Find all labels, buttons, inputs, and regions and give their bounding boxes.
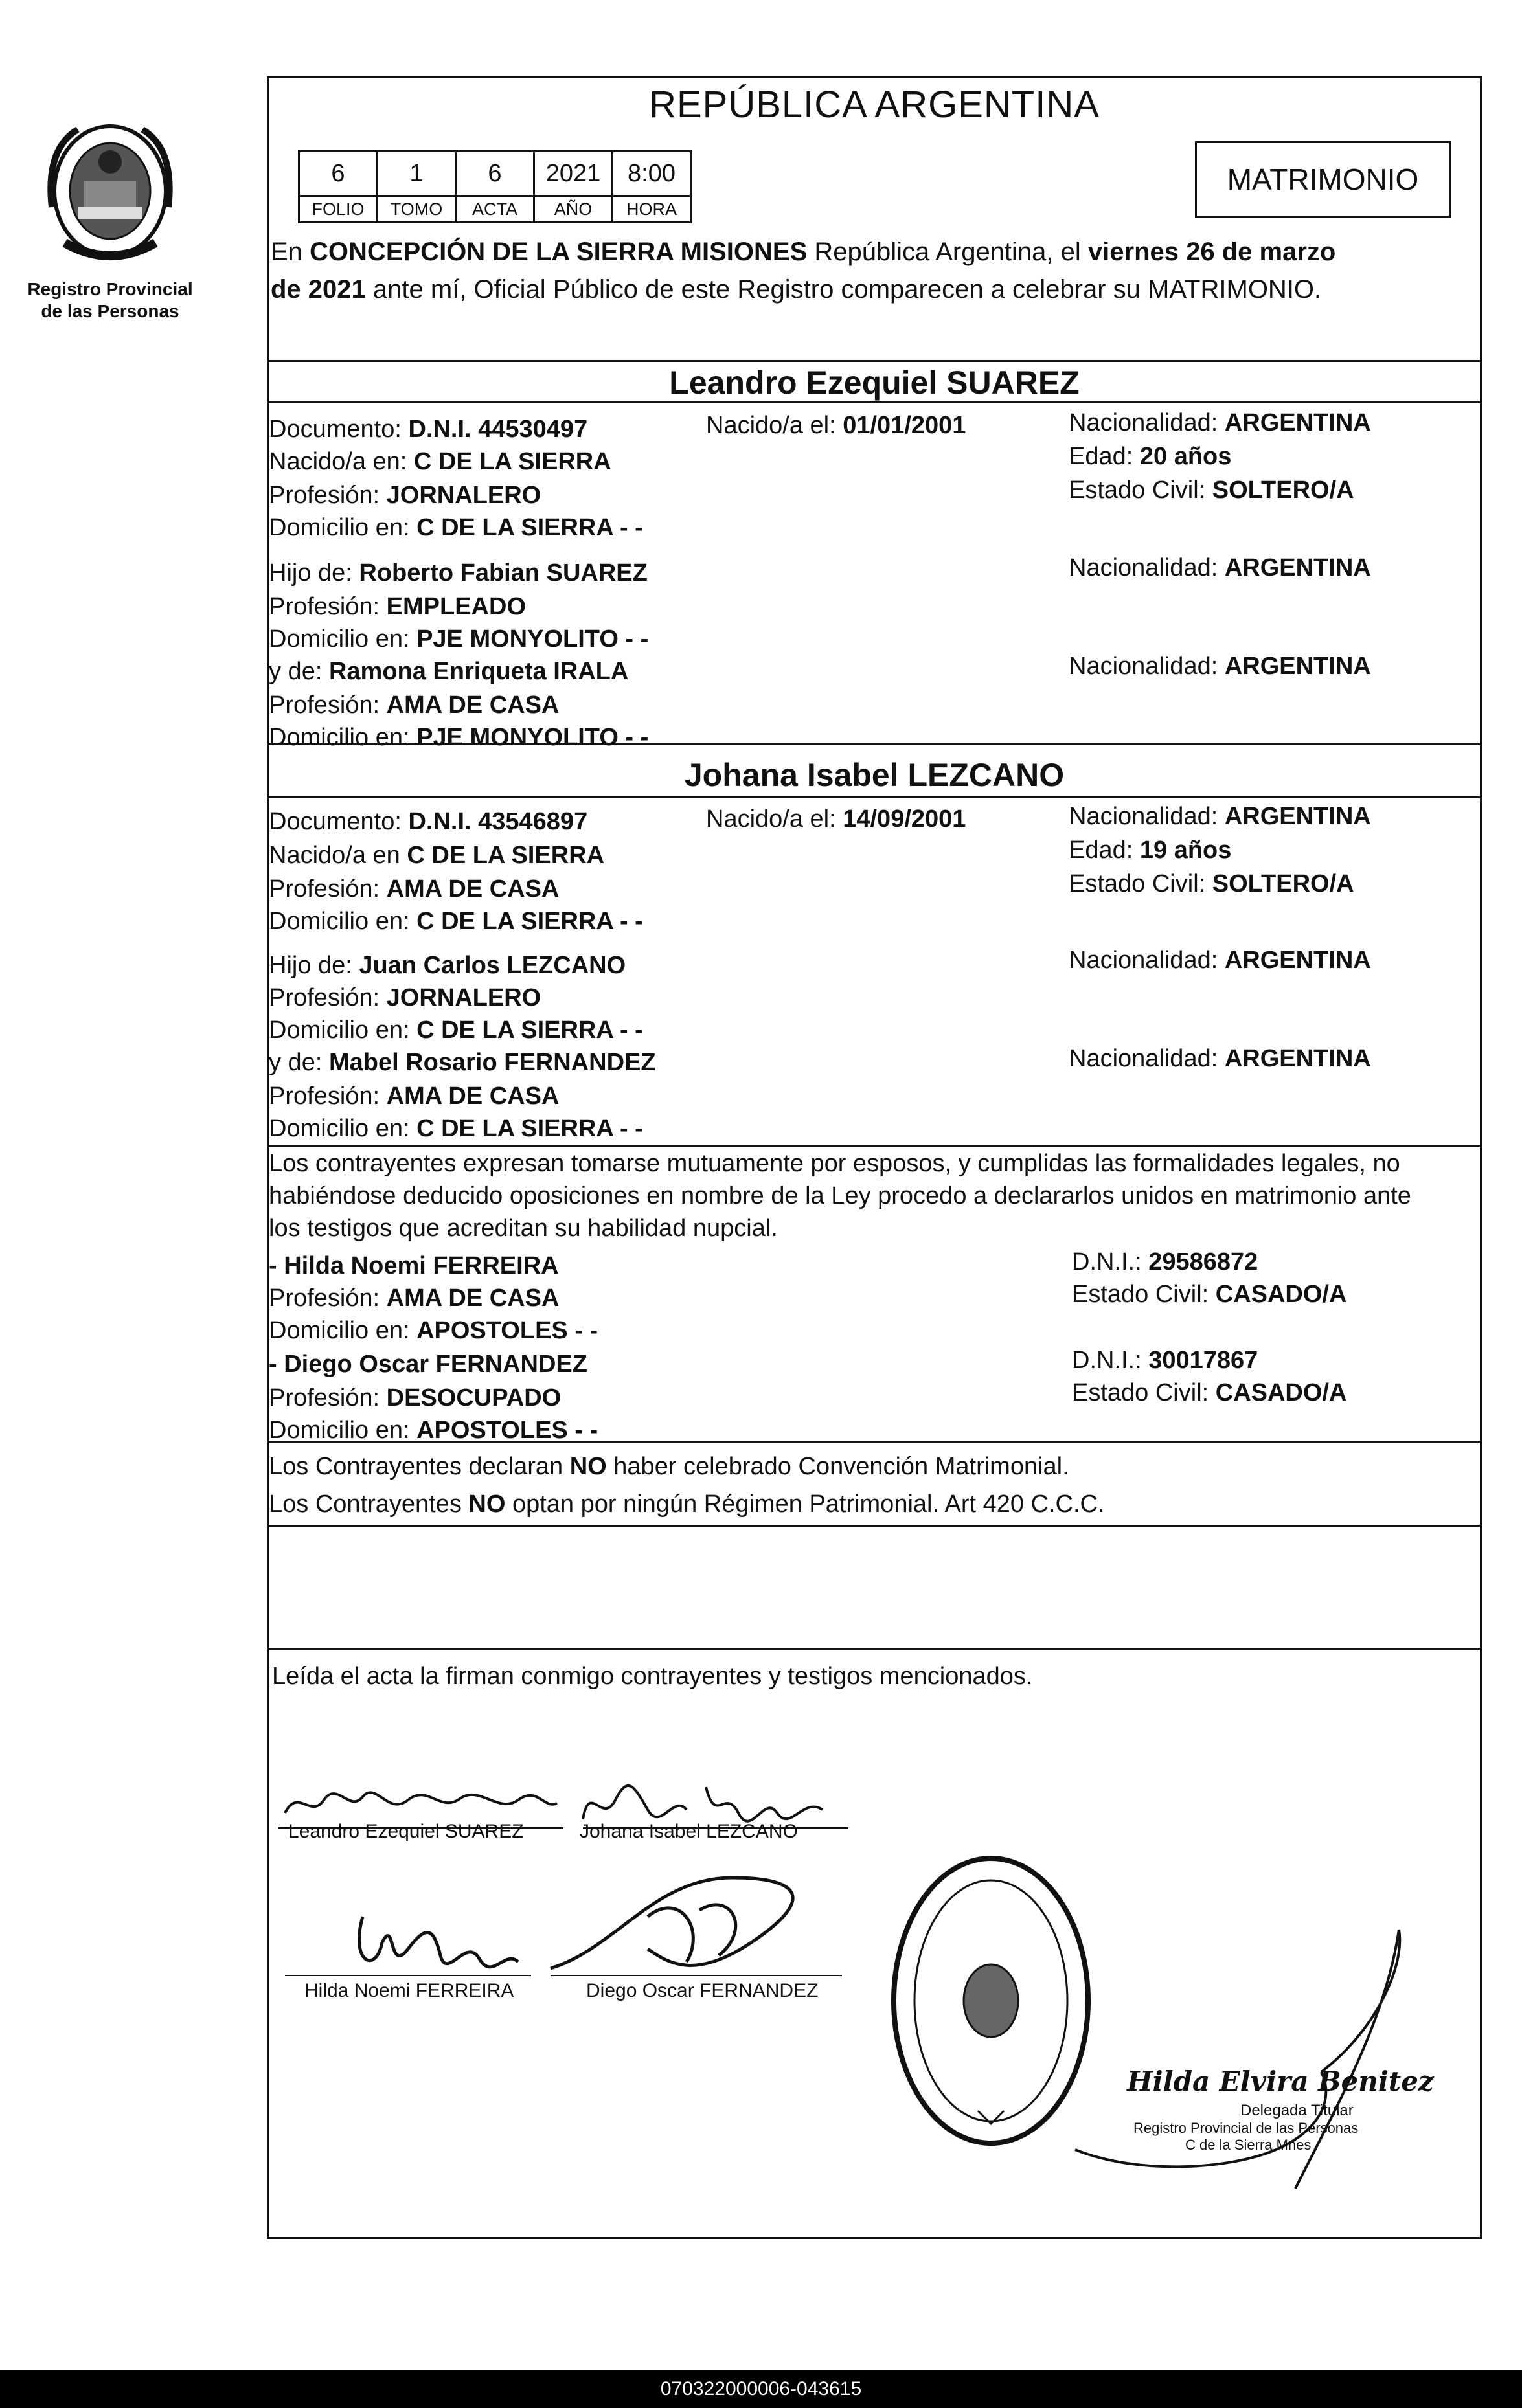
spouse1-padre-profesion: Profesión: EMPLEADO xyxy=(269,593,527,620)
signature-caption-hilda: Hilda Noemi FERREIRA xyxy=(304,1980,514,2001)
anio-value: 2021 xyxy=(534,152,613,196)
page-title: REPÚBLICA ARGENTINA xyxy=(649,84,1100,126)
declaration-line2: habiéndose deducido oposiciones en nombre de la Ley procedo a declararlos unidos en matrimonio ante xyxy=(269,1182,1411,1210)
spouse1-edad: Edad: 20 años xyxy=(1069,443,1232,470)
acta-label: ACTA xyxy=(456,196,534,223)
intro-date-a: viernes 26 de marzo xyxy=(1087,238,1336,266)
witness2-name: - Diego Oscar FERNANDEZ xyxy=(269,1351,587,1378)
spouse1-domicilio: Domicilio en: C DE LA SIERRA - - xyxy=(269,514,643,541)
official-title1: Delegada Titular xyxy=(1240,2102,1354,2119)
seal-caption-line1: Registro Provincial xyxy=(27,279,193,299)
official-signature xyxy=(1062,1904,1425,2214)
spouse2-madre-profesion: Profesión: AMA DE CASA xyxy=(269,1083,560,1110)
spouse1-nacido-en: Nacido/a en: C DE LA SIERRA xyxy=(269,448,611,475)
witness1-estado-civil: Estado Civil: CASADO/A xyxy=(1072,1281,1347,1308)
witness1-dni: D.N.I.: 29586872 xyxy=(1072,1248,1258,1276)
hora-value: 8:00 xyxy=(613,152,691,196)
signature-diego xyxy=(538,1852,861,1981)
provincial-seal xyxy=(39,110,181,272)
divider xyxy=(267,1145,1482,1147)
spouse1-madre-domicilio: Domicilio en: PJE MONYOLITO - - xyxy=(269,724,649,751)
document-type-box: MATRIMONIO xyxy=(1195,141,1451,218)
signature-caption-johana: Johana Isabel LEZCANO xyxy=(580,1821,798,1842)
spouse1-madre-nacionalidad: Nacionalidad: ARGENTINA xyxy=(1069,653,1371,680)
spouse2-padre: Hijo de: Juan Carlos LEZCANO xyxy=(269,952,626,979)
seal-caption-line2: de las Personas xyxy=(41,301,179,321)
spouse2-nacido-el: Nacido/a el: 14/09/2001 xyxy=(706,805,966,833)
folio-label: FOLIO xyxy=(299,196,378,223)
intro-place: CONCEPCIÓN DE LA SIERRA MISIONES xyxy=(310,238,808,266)
witness2-dni: D.N.I.: 30017867 xyxy=(1072,1347,1258,1374)
official-title2: Registro Provincial de las Personas xyxy=(1133,2120,1359,2136)
declaration-line3: los testigos que acreditan su habilidad nupcial. xyxy=(269,1215,778,1242)
intro-mid: República Argentina, el xyxy=(807,238,1088,266)
intro-date-b: de 2021 xyxy=(271,275,366,304)
spouse1-profesion: Profesión: JORNALERO xyxy=(269,482,541,509)
signature-line xyxy=(285,1975,531,1976)
signature-caption-leandro: Leandro Ezequiel SUAREZ xyxy=(288,1821,524,1842)
spouse2-madre-nacionalidad: Nacionalidad: ARGENTINA xyxy=(1069,1045,1371,1072)
spouse1-nacido-el: Nacido/a el: 01/01/2001 xyxy=(706,412,966,439)
spouse2-documento: Documento: D.N.I. 43546897 xyxy=(269,808,588,835)
official-name: Hilda Elvira Benitez xyxy=(1127,2065,1434,2097)
closing-statement: Leída el acta la firman conmigo contrayentes y testigos mencionados. xyxy=(272,1663,1033,1690)
divider xyxy=(267,1525,1482,1527)
spouse2-name: Johana Isabel LEZCANO xyxy=(684,757,1065,793)
spouse1-madre-profesion: Profesión: AMA DE CASA xyxy=(269,692,560,719)
document-barcode: 070322000006-043615 xyxy=(0,2370,1522,2408)
acta-value: 6 xyxy=(456,152,534,196)
hora-label: HORA xyxy=(613,196,691,223)
spouse2-madre: y de: Mabel Rosario FERNANDEZ xyxy=(269,1049,656,1076)
spouse1-madre: y de: Ramona Enriqueta IRALA xyxy=(269,658,629,685)
seal-caption xyxy=(26,278,194,322)
divider xyxy=(267,360,1482,362)
intro-paragraph xyxy=(271,233,1479,308)
convention-line2: Los Contrayentes NO optan por ningún Régimen Patrimonial. Art 420 C.C.C. xyxy=(269,1491,1105,1518)
spouse2-nacido-en: Nacido/a en C DE LA SIERRA xyxy=(269,842,605,869)
witness1-domicilio: Domicilio en: APOSTOLES - - xyxy=(269,1317,598,1344)
declaration-line1: Los contrayentes expresan tomarse mutuamente por esposos, y cumplidas las formalidades legales, no xyxy=(269,1150,1400,1177)
divider xyxy=(267,401,1482,403)
spouse1-padre: Hijo de: Roberto Fabian SUAREZ xyxy=(269,559,648,587)
tomo-label: TOMO xyxy=(378,196,456,223)
spouse1-name: Leandro Ezequiel SUAREZ xyxy=(669,365,1080,401)
signature-hilda xyxy=(285,1904,557,1981)
spouse2-nacionalidad: Nacionalidad: ARGENTINA xyxy=(1069,803,1371,830)
spouse2-padre-nacionalidad: Nacionalidad: ARGENTINA xyxy=(1069,947,1371,974)
divider xyxy=(267,796,1482,798)
spouse1-nacionalidad: Nacionalidad: ARGENTINA xyxy=(1069,409,1371,436)
spouse2-madre-domicilio: Domicilio en: C DE LA SIERRA - - xyxy=(269,1115,643,1142)
signature-line xyxy=(551,1975,842,1976)
official-title3: C de la Sierra Mnes xyxy=(1185,2137,1312,2153)
witness1-profesion: Profesión: AMA DE CASA xyxy=(269,1285,560,1312)
folio-table xyxy=(298,150,692,223)
spouse1-estado-civil: Estado Civil: SOLTERO/A xyxy=(1069,477,1354,504)
spouse2-edad: Edad: 19 años xyxy=(1069,837,1232,864)
tomo-value: 1 xyxy=(378,152,456,196)
spouse2-estado-civil: Estado Civil: SOLTERO/A xyxy=(1069,870,1354,897)
intro-suffix: ante mí, Oficial Público de este Registro comparecen a celebrar su MATRIMONIO. xyxy=(365,275,1322,304)
spouse2-padre-profesion: Profesión: JORNALERO xyxy=(269,984,541,1011)
spouse2-profesion: Profesión: AMA DE CASA xyxy=(269,875,560,903)
spouse2-padre-domicilio: Domicilio en: C DE LA SIERRA - - xyxy=(269,1017,643,1044)
spouse2-domicilio: Domicilio en: C DE LA SIERRA - - xyxy=(269,908,643,935)
divider xyxy=(267,1648,1482,1650)
convention-line1: Los Contrayentes declaran NO haber celebrado Convención Matrimonial. xyxy=(269,1453,1069,1480)
intro-prefix: En xyxy=(271,238,310,266)
signature-caption-diego: Diego Oscar FERNANDEZ xyxy=(586,1980,819,2001)
witness2-estado-civil: Estado Civil: CASADO/A xyxy=(1072,1379,1347,1406)
spouse1-padre-nacionalidad: Nacionalidad: ARGENTINA xyxy=(1069,554,1371,581)
spouse1-padre-domicilio: Domicilio en: PJE MONYOLITO - - xyxy=(269,625,649,653)
witness2-profesion: Profesión: DESOCUPADO xyxy=(269,1384,562,1412)
spouse1-documento: Documento: D.N.I. 44530497 xyxy=(269,416,588,443)
folio-value: 6 xyxy=(299,152,378,196)
witness2-domicilio: Domicilio en: APOSTOLES - - xyxy=(269,1417,598,1444)
anio-label: AÑO xyxy=(534,196,613,223)
witness1-name: - Hilda Noemi FERREIRA xyxy=(269,1252,559,1279)
